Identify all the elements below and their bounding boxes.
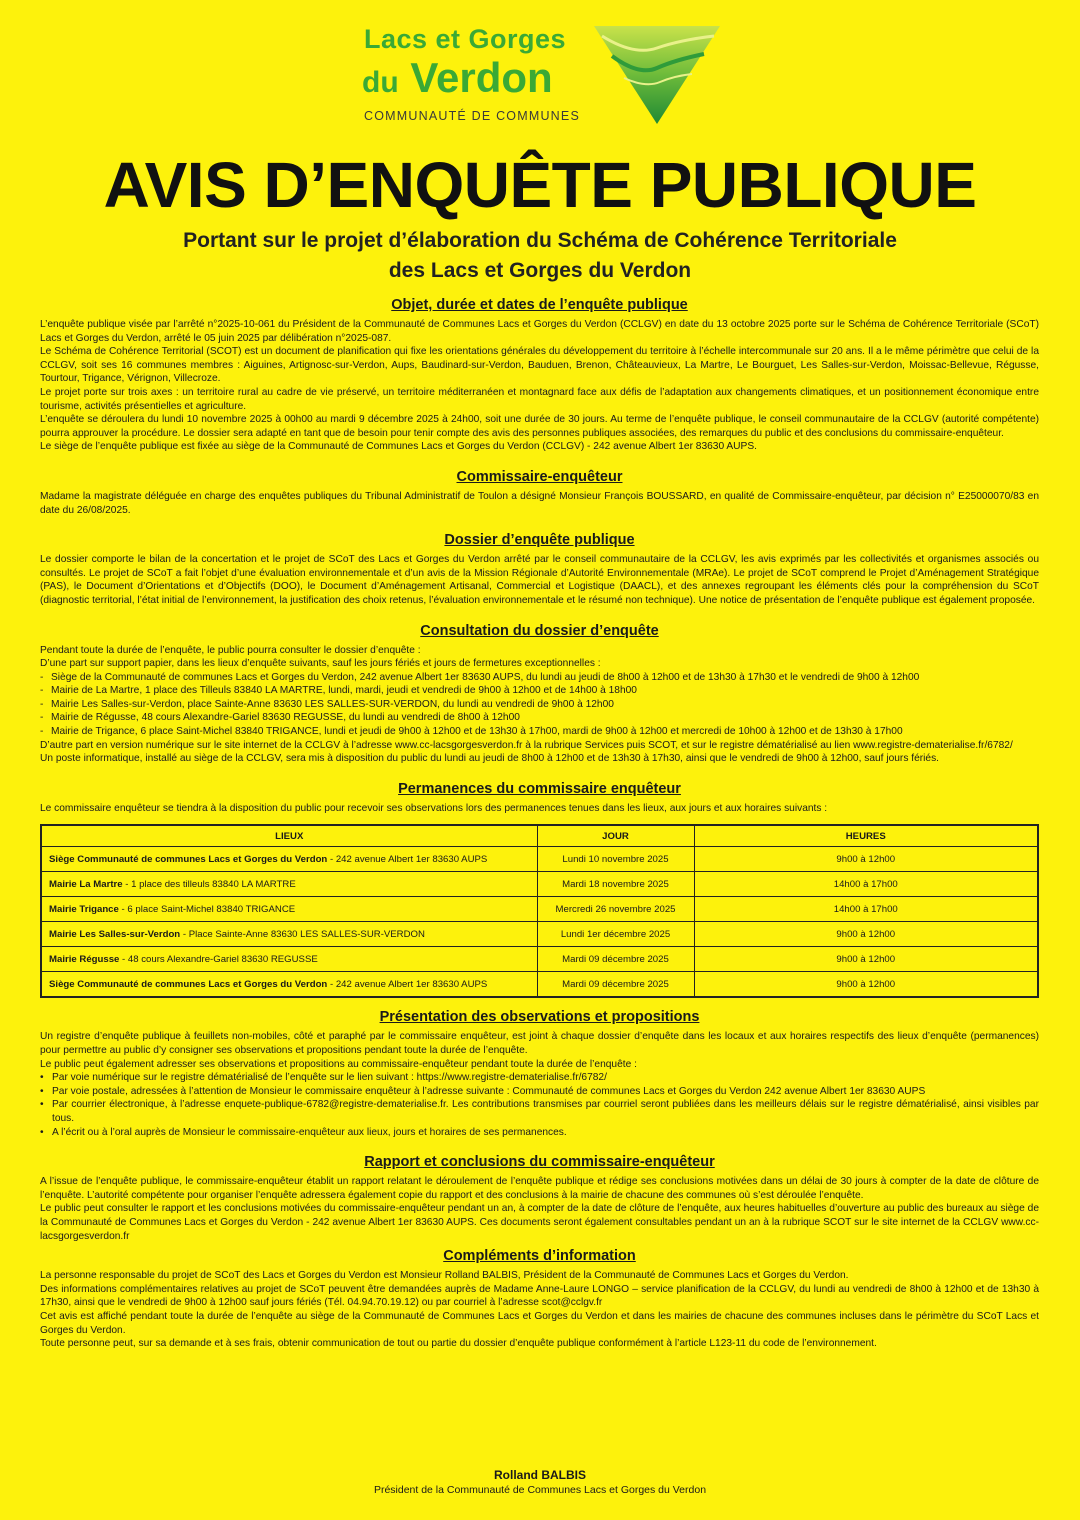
table-row [41, 847, 1038, 872]
commissaire-paragraph: Madame la magistrate déléguée en charge des enquêtes publiques du Tribunal Administratif de Toulon a désigné Monsieur François BOUSSARD, en qualité de Commissaire-enquêteur, par décision n° E25000070/83 en date du 26/08/2025. [40, 490, 1039, 516]
cell-jour: Mardi 09 décembre 2025 [537, 947, 694, 972]
complements-paragraph: Toute personne peut, sur sa demande et à ses frais, obtenir communication de tout ou partie du dossier d’enquête publique conformément à l’article L123-11 du code de l’environnement. [40, 1338, 877, 1350]
cell-heures: 14h00 à 17h00 [694, 872, 1038, 897]
complements-paragraph: La personne responsable du projet de SCoT des Lacs et Gorges du Verdon est Monsieur Rolland BALBIS, Président de la Communauté de Communes Lacs et Gorges du Verdon. [40, 1270, 849, 1282]
cell-lieu-address: - 242 avenue Albert 1er 83630 AUPS [327, 853, 488, 865]
section-heading-presentation: Présentation des observations et propositions [379, 1009, 700, 1026]
objet-paragraph: Le Schéma de Cohérence Territorial (SCOT) est un document de planification qui fixe les orientations générales du développement du territoire à l’échelle intercommunale sur 20 ans. Il a le même périmètre que celui de la CCLGV, soit ses 16 communes membres : Aiguines, Artignosc-sur-Verdon, Aups, Baudinard-sur-Verdon, Bauduen, Brenon, Châteauvieux, La Martre, Le Bourguet, Les Salles-sur-Verdon, Moissac-Bellevue, Régusse, Tourtour, Trigance, Vérignon, Villecroze. [40, 346, 1039, 385]
cell-lieu [41, 947, 537, 972]
presentation-list [40, 1071, 1039, 1139]
list-item: • Par courrier électronique, à l’adresse enquete-publique-6782@registre-dematerialise.fr. Les contributions transmises par courriel seront publiées dans les meilleurs délais sur le registre dématérialisé, ainsi visibles par tous. [40, 1098, 1039, 1125]
cell-jour: Mardi 09 décembre 2025 [537, 972, 694, 998]
section-heading-rapport: Rapport et conclusions du commissaire-enquêteur [364, 1154, 715, 1171]
cell-lieu-name: Mairie Les Salles-sur-Verdon [49, 928, 181, 940]
consultation-intro: Pendant toute la durée de l’enquête, le public pourra consulter le dossier d’enquête : [40, 644, 421, 656]
objet-paragraph: L’enquête publique visée par l’arrêté n°2025-10-061 du Président de la Communauté de Communes Lacs et Gorges du Verdon (CCLGV) en date du 13 octobre 2025 porte sur le Schéma de Cohérence Territoriale (SCoT) Lacs et Gorges du Verdon, arrêté le 05 juin 2025 par délibération n°2025-087. [40, 319, 1039, 344]
signatory-role: Président de la Communauté de Communes Lacs et Gorges du Verdon [373, 1484, 707, 1496]
cclgv-logo [362, 22, 732, 132]
consultation-intro: D’une part sur support papier, dans les lieux d’enquête suivants, sauf les jours fériés et jours de fermetures exceptionnelles : [40, 658, 601, 670]
section-heading-consultation: Consultation du dossier d’enquête [420, 622, 659, 639]
permanences-intro: Le commissaire enquêteur se tiendra à la disposition du public pour recevoir ses observations lors des permanences tenues dans les lieux, aux jours et aux horaires suivants : [40, 802, 828, 814]
signature-block [0, 1468, 1080, 1496]
list-item: • Par voie numérique sur le registre dématérialisé de l’enquête sur le lien suivant : https://www.registre-dematerialise.fr/6782/ [40, 1071, 1039, 1085]
section-heading-permanences: Permanences du commissaire enquêteur [398, 780, 681, 797]
cell-jour: Lundi 1er décembre 2025 [537, 922, 694, 947]
permanences-table [40, 824, 1039, 998]
cell-lieu-address: - 6 place Saint-Michel 83840 TRIGANCE [118, 903, 296, 915]
cell-lieu [41, 872, 537, 897]
cell-lieu-name: Siège Communauté de communes Lacs et Gorges du Verdon [49, 978, 328, 990]
cell-lieu [41, 847, 537, 872]
logo-line2-small: du [362, 66, 399, 99]
page-subtitle [0, 226, 1080, 286]
table-header-row [41, 825, 1038, 847]
page-title: AVIS D’ENQUÊTE PUBLIQUE [103, 149, 977, 221]
logo-line2-big: Verdon [410, 54, 553, 101]
list-item: - Mairie de Trigance, 6 place Saint-Michel 83840 TRIGANCE, lundi et jeudi de 9h00 à 12h00 et de 13h30 à 17h00, mardi de 9h00 à 12h00 et mercredi de 10h00 à 12h00 et de 13h30 à 17h00 [40, 725, 1039, 739]
section-heading-dossier: Dossier d’enquête publique [444, 532, 635, 549]
column-header-jour: JOUR [537, 825, 694, 847]
rapport-paragraph: Le public peut consulter le rapport et les conclusions motivées du commissaire-enquêteur pendant un an, à compter de la date de clôture de l’enquête, aux heures habituelles d’ouverture au public des bureaux au siège de la Communauté de Communes Lacs et Gorges du Verdon - 242 avenue Albert 1er 83630 AUPS. Ces documents seront également consultables pendant un an à la rubrique SCOT sur le site internet de la CCLGV www.cc-lacsgorgesverdon.fr [40, 1203, 1039, 1242]
logo-line3: COMMUNAUTÉ DE COMMUNES [364, 109, 580, 123]
cell-jour: Lundi 10 novembre 2025 [537, 847, 694, 872]
cell-lieu [41, 972, 537, 998]
cell-lieu-address: - 242 avenue Albert 1er 83630 AUPS [327, 978, 488, 990]
table-row [41, 922, 1038, 947]
verdon-v-icon [594, 26, 720, 124]
table-row [41, 872, 1038, 897]
cell-lieu-address: - 48 cours Alexandre-Gariel 83630 REGUSSE [119, 953, 318, 965]
cell-heures: 9h00 à 12h00 [694, 922, 1038, 947]
cell-lieu-name: Mairie Trigance [49, 903, 119, 915]
cell-heures: 9h00 à 12h00 [694, 847, 1038, 872]
consultation-online: D’autre part en version numérique sur le site internet de la CCLGV à l’adresse www.cc-lacsgorgesverdon.fr à la rubrique Services puis SCOT, et sur le registre dématérialisé au lien www.registre-dematerialise.fr/6782/ [40, 739, 1013, 751]
subtitle-line2: des Lacs et Gorges du Verdon [388, 259, 692, 282]
cell-jour: Mardi 18 novembre 2025 [537, 872, 694, 897]
section-heading-commissaire: Commissaire-enquêteur [456, 468, 623, 485]
cell-lieu [41, 897, 537, 922]
presentation-paragraph: Le public peut également adresser ses observations et propositions au commissaire-enquêteur pendant toute la durée de l’enquête : [40, 1058, 637, 1070]
table-row [41, 972, 1038, 998]
consultation-poste: Un poste informatique, installé au siège de la CCLGV, sera mis à disposition du public du lundi au jeudi de 8h00 à 12h00 et de 13h30 à 17h30, ainsi que le vendredi de 9h00 à 12h00, sauf jours fériés. [40, 753, 939, 765]
cell-lieu-name: Mairie La Martre [49, 878, 123, 890]
cell-lieu [41, 922, 537, 947]
dossier-paragraph: Le dossier comporte le bilan de la concertation et le projet de SCoT des Lacs et Gorges du Verdon arrêté par le conseil communautaire de la CCLGV, les avis exprimés par les collectivités et organismes associés ou consultés. Le projet de SCoT a fait l’objet d’une évaluation environnementale et d’un avis de la Mission Régionale d’Autorité Environnementale (MRAe). Le projet de SCoT comprend le Projet d’Aménagement Stratégique (PAS), le Document d’Orientations et d’Objectifs (DOO), le Document d’Aménagement Artisanal, Commercial et Logistique (DAACL), et des annexes regroupant les éléments clés pour la compréhension du SCoT (diagnostic territorial, l’état initial de l’environnement, la justification des choix retenus, l’évaluation environnementale et le résumé non technique). Une notice de présentation de l’enquête publique est également proposée. [40, 554, 1039, 606]
objet-paragraph: L’enquête se déroulera du lundi 10 novembre 2025 à 00h00 au mardi 9 décembre 2025 à 24h00, soit une durée de 30 jours. Au terme de l’enquête publique, le conseil communautaire de la CCLGV (autorité compétente) pourra approuver la procédure. Le dossier sera adapté en tant que de besoin pour tenir compte des avis des personnes publiques associées, des remarques du public et des conclusions du commissaire-enquêteur. [40, 414, 1039, 439]
cell-lieu-name: Mairie Régusse [49, 953, 120, 965]
cell-lieu-address: - Place Sainte-Anne 83630 LES SALLES-SUR-VERDON [180, 928, 425, 940]
list-item: • Par voie postale, adressées à l’attention de Monsieur le commissaire enquêteur à l’adresse suivante : Communauté de communes Lacs et Gorges du Verdon 242 avenue Albert 1er 83630 AUPS [40, 1085, 1039, 1099]
presentation-paragraph: Un registre d’enquête publique à feuillets non-mobiles, côté et paraphé par le commissaire enquêteur, est joint à chaque dossier d’enquête dans les locaux et aux horaires respectifs des lieux d’enquête (permanences) pour permettre au public d’y consigner ses observations et propositions pendant toute la durée de l’enquête. [40, 1031, 1039, 1057]
table-row [41, 947, 1038, 972]
list-item: • A l’écrit ou à l’oral auprès de Monsieur le commissaire-enquêteur aux lieux, jours et horaires de ses permanences. [40, 1126, 1039, 1140]
consultation-places-list [40, 671, 1039, 739]
cell-jour: Mercredi 26 novembre 2025 [537, 897, 694, 922]
objet-paragraph: Le siège de l’enquête publique est fixée au siège de la Communauté de Communes Lacs et Gorges du Verdon (CCLGV) - 242 avenue Albert 1er 83630 AUPS. [40, 441, 757, 453]
objet-paragraph: Le projet porte sur trois axes : un territoire rural au cadre de vie préservé, un territoire méditerranéen et montagnard face aux défis de l’adaptation aux changements climatiques, et un positionnement économique entre tourisme, activités présentielles et agriculture. [40, 386, 1039, 412]
section-heading-complements: Compléments d’information [443, 1248, 636, 1265]
column-header-heures: HEURES [694, 825, 1038, 847]
rapport-paragraph: A l’issue de l’enquête publique, le commissaire-enquêteur établit un rapport relatant le déroulement de l’enquête publique et rédige ses conclusions motivées dans un délai de 30 jours à compter de la date de clôture de l’enquête. L’autorité compétente pour organiser l’enquête adressera également copie du rapport et des conclusions à la mairie de chacune des communes où s’est déroulée l’enquête. [40, 1176, 1039, 1201]
list-item: - Mairie Les Salles-sur-Verdon, place Sainte-Anne 83630 LES SALLES-SUR-VERDON, du lundi au vendredi de 9h00 à 12h00 [40, 698, 1039, 712]
complements-paragraph: Des informations complémentaires relatives au projet de SCoT peuvent être demandées auprès de Madame Anne-Laure LONGO – service planification de la CCLGV, du lundi au vendredi de 8h00 à 12h00 et de 13h30 à 17h30, ainsi que le vendredi de 9h00 à 12h00 sauf jours fériés (Tél. 04.94.70.19.12) ou par courriel à l’adresse scot@cclgv.fr [40, 1283, 1039, 1309]
cell-lieu-name: Siège Communauté de communes Lacs et Gorges du Verdon [49, 853, 328, 865]
section-heading-objet: Objet, durée et dates de l’enquête publique [391, 297, 688, 313]
cell-heures: 9h00 à 12h00 [694, 972, 1038, 998]
column-header-lieux: LIEUX [41, 825, 537, 847]
cell-heures: 9h00 à 12h00 [694, 947, 1038, 972]
list-item: - Siège de la Communauté de communes Lacs et Gorges du Verdon, 242 avenue Albert 1er 83630 AUPS, du lundi au jeudi de 8h00 à 12h00 et de 13h30 à 17h30 et le vendredi de 9h00 à 12h00 [40, 671, 1039, 685]
logo-line2 [362, 54, 553, 102]
subtitle-line1: Portant sur le projet d’élaboration du Schéma de Cohérence Territoriale [183, 229, 897, 252]
notice-content [40, 296, 1039, 1351]
cell-heures: 14h00 à 17h00 [694, 897, 1038, 922]
list-item: - Mairie de La Martre, 1 place des Tilleuls 83840 LA MARTRE, lundi, mardi, jeudi et vendredi de 9h00 à 12h00 et de 14h00 à 18h00 [40, 684, 1039, 698]
signatory-name: Rolland BALBIS [494, 1468, 586, 1482]
cell-lieu-address: - 1 place des tilleuls 83840 LA MARTRE [122, 878, 296, 890]
table-row [41, 897, 1038, 922]
logo-line1: Lacs et Gorges [364, 24, 567, 54]
list-item: - Mairie de Régusse, 48 cours Alexandre-Gariel 83630 REGUSSE, du lundi au vendredi de 8h00 à 12h00 [40, 711, 1039, 725]
complements-paragraph: Cet avis est affiché pendant toute la durée de l’enquête au siège de la Communauté de Communes Lacs et Gorges du Verdon et dans les mairies de chacune des communes incluses dans le périmètre du SCoT Lacs et Gorges du Verdon. [40, 1310, 1039, 1336]
